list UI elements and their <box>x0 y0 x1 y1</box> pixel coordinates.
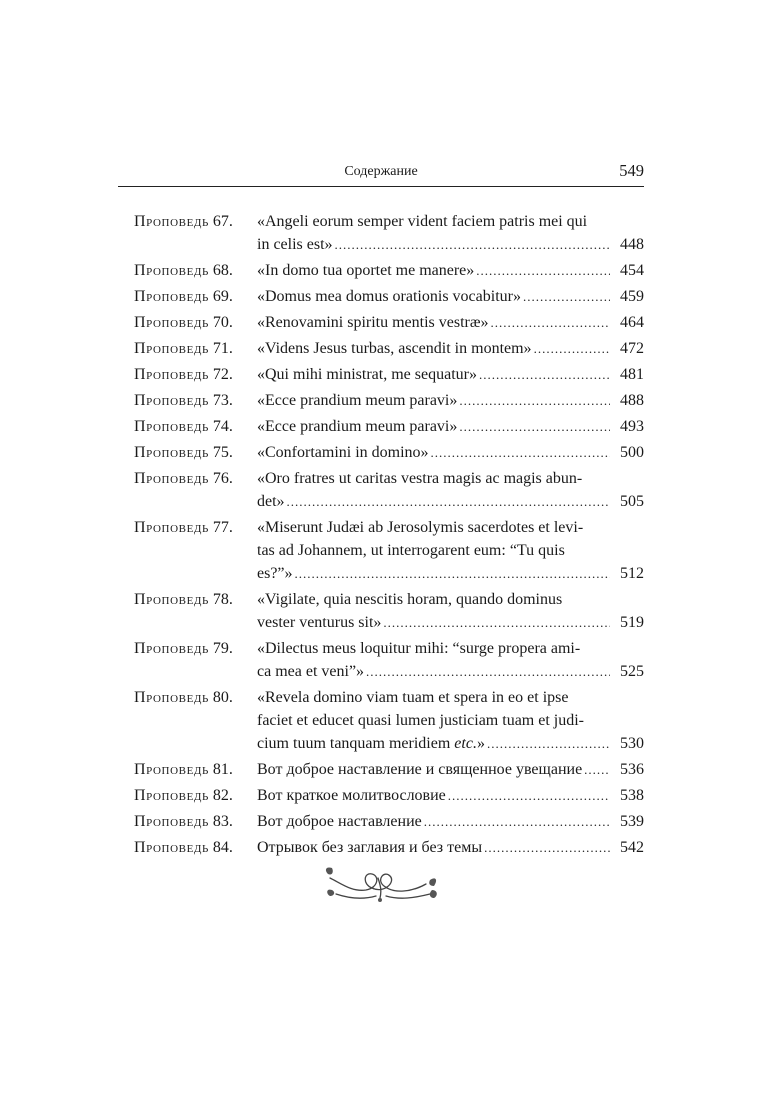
toc-entry <box>134 467 644 513</box>
toc-entry <box>134 259 644 282</box>
toc-title-line: «Confortamini in domino» ..... 500 <box>257 441 644 464</box>
toc-entry-label <box>134 836 257 859</box>
toc-page-number: 525 <box>620 663 644 680</box>
toc-entry-label <box>134 810 257 833</box>
sermon-number: 72. <box>208 366 233 383</box>
toc-entry-label <box>134 415 257 438</box>
toc-page-number: 448 <box>620 236 644 253</box>
toc-entry-label <box>134 467 257 513</box>
toc-page-number: 493 <box>620 418 644 435</box>
dot-leader <box>366 660 610 683</box>
toc-entry-title <box>257 210 644 256</box>
toc-entry <box>134 285 644 308</box>
dot-leader <box>476 259 610 282</box>
toc-title-line: Вот доброе наставление ..... 539 <box>257 810 644 833</box>
toc-title-line: vester venturus sit» ..... 519 <box>257 611 644 634</box>
toc-entry-label <box>134 441 257 464</box>
sermon-word: Проповедь <box>134 761 209 778</box>
toc-title-line: es?”» ..... 512 <box>257 562 644 585</box>
dot-leader <box>523 285 610 308</box>
dot-leader <box>431 441 610 464</box>
toc-page-number: 464 <box>620 314 644 331</box>
sermon-word: Проповедь <box>134 213 209 230</box>
sermon-number: 76. <box>208 470 233 487</box>
toc-entry <box>134 516 644 585</box>
toc-entry-title <box>257 337 644 360</box>
dot-leader <box>459 389 610 412</box>
toc-title-line: Вот доброе наставление и священное увещание ..... 536 <box>257 758 644 781</box>
toc-entry-title <box>257 588 644 634</box>
toc-entry-title <box>257 389 644 412</box>
sermon-word: Проповедь <box>134 288 209 305</box>
toc-page-number: 536 <box>620 761 644 778</box>
toc-page-number: 539 <box>620 813 644 830</box>
toc-entry <box>134 588 644 634</box>
sermon-word: Проповедь <box>134 787 209 804</box>
sermon-number: 69. <box>208 288 233 305</box>
toc-entry-title <box>257 516 644 585</box>
page-number: 549 <box>619 161 644 180</box>
toc-title-line: cium tuum tanquam meridiem etc.» ..... 530 <box>257 732 644 755</box>
toc-page-number: 530 <box>620 735 644 752</box>
toc-page-number: 542 <box>620 839 644 856</box>
toc-page-number: 505 <box>620 493 644 510</box>
toc-title-line: det» ..... 505 <box>257 490 644 513</box>
sermon-number: 71. <box>208 340 233 357</box>
toc-entry <box>134 686 644 755</box>
toc-entry <box>134 758 644 781</box>
dot-leader <box>534 337 610 360</box>
toc-entry-label <box>134 210 257 256</box>
toc-entry-label <box>134 285 257 308</box>
toc-title-line: «Ecce prandium meum paravi» ..... 493 <box>257 415 644 438</box>
dot-leader <box>383 611 610 634</box>
toc-entry-label <box>134 637 257 683</box>
sermon-word: Проповедь <box>134 591 209 608</box>
toc-title-line: «Qui mihi ministrat, me sequatur» ..... 481 <box>257 363 644 386</box>
sermon-number: 74. <box>208 418 233 435</box>
toc-title-line: «Domus mea domus orationis vocabitur» ..... 459 <box>257 285 644 308</box>
toc-page-number: 519 <box>620 614 644 631</box>
sermon-number: 75. <box>208 444 233 461</box>
dot-leader <box>287 490 610 513</box>
toc-title-line: Отрывок без заглавия и без темы ..... 542 <box>257 836 644 859</box>
toc-entry-label <box>134 516 257 585</box>
toc-entry <box>134 363 644 386</box>
toc-page-number: 500 <box>620 444 644 461</box>
toc-entry <box>134 210 644 256</box>
dot-leader <box>487 732 610 755</box>
toc-title-line: tas ad Johannem, ut interrogarent eum: “Tu quis <box>257 542 565 559</box>
toc-entry <box>134 441 644 464</box>
toc-title-line: faciet et educet quasi lumen justiciam tuam et judi- <box>257 712 584 729</box>
toc-entry-label <box>134 588 257 634</box>
toc-entry-title <box>257 415 644 438</box>
sermon-word: Проповедь <box>134 340 209 357</box>
toc-entry-label <box>134 363 257 386</box>
sermon-number: 67. <box>208 213 233 230</box>
floral-ornament-icon <box>322 864 440 906</box>
toc-title-line: Вот краткое молитвословие ..... 538 <box>257 784 644 807</box>
toc-entry-label <box>134 686 257 755</box>
sermon-word: Проповедь <box>134 262 209 279</box>
toc-title-line: ca mea et veni”» ..... 525 <box>257 660 644 683</box>
sermon-number: 84. <box>208 839 233 856</box>
toc-entry-title <box>257 637 644 683</box>
toc-title-line: «Miserunt Judæi ab Jerosolymis sacerdotes et levi- <box>257 519 584 536</box>
sermon-word: Проповедь <box>134 813 209 830</box>
toc-entry-label <box>134 784 257 807</box>
toc-entry-label <box>134 337 257 360</box>
sermon-word: Проповедь <box>134 314 209 331</box>
toc-entry-label <box>134 311 257 334</box>
toc-entry-title <box>257 836 644 859</box>
sermon-word: Проповедь <box>134 418 209 435</box>
dot-leader <box>584 758 610 781</box>
running-header-title: Содержание <box>344 164 418 179</box>
toc-entry <box>134 836 644 859</box>
sermon-number: 81. <box>208 761 233 778</box>
toc-title-line: «Ecce prandium meum paravi» ..... 488 <box>257 389 644 412</box>
running-header <box>118 160 644 187</box>
sermon-number: 80. <box>208 689 233 706</box>
toc-title-line: «In domo tua oportet me manere» ..... 454 <box>257 259 644 282</box>
dot-leader <box>448 784 610 807</box>
toc-entry-label <box>134 758 257 781</box>
dot-leader <box>424 810 610 833</box>
toc-page-number: 481 <box>620 366 644 383</box>
sermon-number: 79. <box>208 640 233 657</box>
toc-page-number: 459 <box>620 288 644 305</box>
sermon-number: 77. <box>208 519 233 536</box>
toc-title-line: «Revela domino viam tuam et spera in eo et ipse <box>257 689 569 706</box>
toc-entry <box>134 311 644 334</box>
sermon-word: Проповедь <box>134 392 209 409</box>
table-of-contents <box>134 210 644 862</box>
toc-title-line: «Renovamini spiritu mentis vestræ» ..... 464 <box>257 311 644 334</box>
toc-entry-title <box>257 285 644 308</box>
sermon-word: Проповедь <box>134 444 209 461</box>
sermon-word: Проповедь <box>134 470 209 487</box>
sermon-number: 70. <box>208 314 233 331</box>
dot-leader <box>479 363 610 386</box>
toc-page-number: 472 <box>620 340 644 357</box>
toc-entry <box>134 415 644 438</box>
toc-title-line: «Angeli eorum semper vident faciem patris mei qui <box>257 213 588 230</box>
sermon-number: 73. <box>208 392 233 409</box>
toc-entry-title <box>257 363 644 386</box>
toc-entry <box>134 637 644 683</box>
toc-entry <box>134 337 644 360</box>
toc-entry-title <box>257 686 644 755</box>
sermon-word: Проповедь <box>134 640 209 657</box>
toc-page-number: 512 <box>620 565 644 582</box>
toc-page-number: 488 <box>620 392 644 409</box>
dot-leader <box>484 836 610 859</box>
sermon-word: Проповедь <box>134 839 209 856</box>
toc-entry-title <box>257 259 644 282</box>
dot-leader <box>295 562 610 585</box>
sermon-number: 68. <box>208 262 233 279</box>
toc-page-number: 538 <box>620 787 644 804</box>
dot-leader <box>335 233 610 256</box>
sermon-number: 83. <box>208 813 233 830</box>
toc-entry-title <box>257 784 644 807</box>
toc-title-line: «Dilectus meus loquitur mihi: “surge propera ami- <box>257 640 581 657</box>
sermon-word: Проповедь <box>134 689 209 706</box>
dot-leader <box>459 415 610 438</box>
toc-entry-label <box>134 389 257 412</box>
toc-entry-title <box>257 810 644 833</box>
toc-entry <box>134 389 644 412</box>
toc-entry-title <box>257 467 644 513</box>
toc-entry-title <box>257 311 644 334</box>
dot-leader <box>491 311 610 334</box>
toc-title-line: «Vigilate, quia nescitis horam, quando dominus <box>257 591 563 608</box>
sermon-word: Проповедь <box>134 519 209 536</box>
toc-page-number: 454 <box>620 262 644 279</box>
toc-entry <box>134 810 644 833</box>
toc-title-line: in celis est» ..... 448 <box>257 233 644 256</box>
sermon-number: 78. <box>208 591 233 608</box>
toc-entry-title <box>257 758 644 781</box>
toc-entry-title <box>257 441 644 464</box>
sermon-word: Проповедь <box>134 366 209 383</box>
toc-title-line: «Videns Jesus turbas, ascendit in montem» ..... 472 <box>257 337 644 360</box>
toc-entry <box>134 784 644 807</box>
sermon-number: 82. <box>208 787 233 804</box>
toc-entry-label <box>134 259 257 282</box>
toc-title-line: «Oro fratres ut caritas vestra magis ac magis abun- <box>257 470 583 487</box>
